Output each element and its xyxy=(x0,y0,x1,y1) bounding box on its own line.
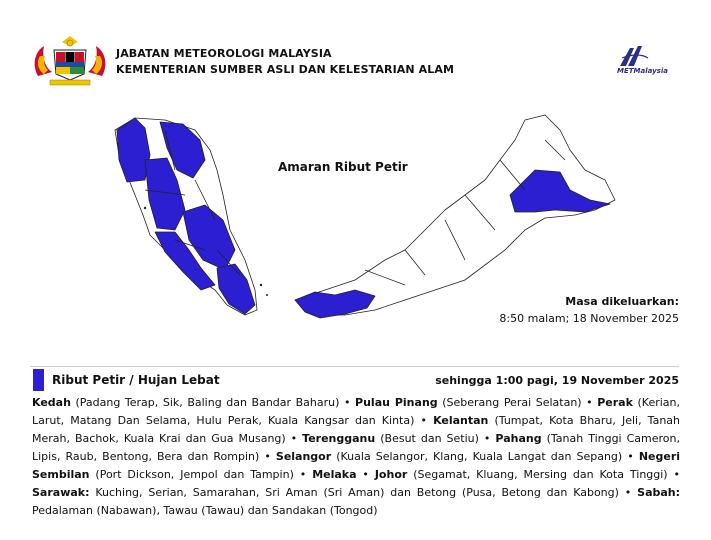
divider xyxy=(30,366,679,367)
area-districts: (Tanah Tinggi Cameron, Lipis, Raub, Bentong, Bera dan Rompin) xyxy=(32,432,680,463)
region-johor xyxy=(217,264,255,314)
agency-name-block xyxy=(116,46,454,78)
area-separator: • xyxy=(285,432,303,445)
area-districts: (Port Dickson, Jempol dan Tampin) xyxy=(95,468,294,481)
area-districts: Kuching, Serian, Samarahan, Sri Aman (Sri Aman) dan Betong (Pusa, Betong dan Kabong) xyxy=(95,486,619,499)
area-districts: Pedalaman (Nabawan), Tawau (Tawau) dan Sandakan (Tongod) xyxy=(32,504,378,517)
area-state: Kedah xyxy=(32,396,71,409)
area-state: Pulau Pinang xyxy=(355,396,438,409)
issued-label: Masa dikeluarkan: xyxy=(565,295,679,308)
malaysia-coat-of-arms-logo xyxy=(30,36,110,86)
map-title: Amaran Ribut Petir xyxy=(278,160,408,174)
affected-areas-list xyxy=(32,394,680,520)
area-separator: • xyxy=(667,468,681,481)
area-separator: • xyxy=(339,396,356,409)
header xyxy=(30,36,690,86)
area-districts: (Besut dan Setiu) xyxy=(380,432,479,445)
area-separator: • xyxy=(356,468,375,481)
area-state: Sabah: xyxy=(637,486,681,499)
borneo-malaysia xyxy=(295,115,615,315)
area-separator: • xyxy=(581,396,598,409)
area-separator: • xyxy=(293,468,313,481)
area-separator: • xyxy=(414,414,434,427)
warning-color-swatch xyxy=(33,369,44,391)
area-state: Sarawak: xyxy=(32,486,90,499)
area-separator: • xyxy=(622,450,639,463)
warning-type: Ribut Petir / Hujan Lebat xyxy=(52,373,220,387)
area-state: Negeri Sembilan xyxy=(32,450,681,481)
agency-title: JABATAN METEOROLOGI MALAYSIA xyxy=(116,47,332,60)
ministry-title: KEMENTERIAN SUMBER ASLI DAN KELESTARIAN ALAM xyxy=(116,63,455,76)
area-state: Johor xyxy=(374,468,408,481)
area-state: Pahang xyxy=(495,432,542,445)
area-state: Kelantan xyxy=(433,414,489,427)
area-state: Selangor xyxy=(275,450,332,463)
area-state: Melaka xyxy=(312,468,357,481)
area-state: Perak xyxy=(597,396,633,409)
area-districts: (Tumpat, Kota Bharu, Jeli, Tanah Merah, Bachok, Kuala Krai dan Gua Musang) xyxy=(32,414,681,445)
area-districts: (Padang Terap, Sik, Baling dan Bandar Baharu) xyxy=(75,396,340,409)
area-districts: (Seberang Perai Selatan) xyxy=(442,396,582,409)
warning-valid-until: sehingga 1:00 pagi, 19 November 2025 xyxy=(435,374,679,387)
area-districts: (Kuala Selangor, Klang, Kuala Langat dan Sepang) xyxy=(336,450,623,463)
area-districts: (Kerian, Larut, Matang Dan Selama, Hulu Perak, Kuala Kangsar dan Kinta) xyxy=(32,396,681,427)
region-kedah xyxy=(117,118,150,182)
area-state: Terengganu xyxy=(302,432,376,445)
area-separator: • xyxy=(618,486,638,499)
met-logo-text: METMalaysia xyxy=(617,67,668,75)
issued-time-block xyxy=(499,293,679,327)
issued-time: 8:50 malam; 18 November 2025 xyxy=(499,312,679,325)
area-districts: (Segamat, Kluang, Mersing dan Kota Tinggi) xyxy=(413,468,668,481)
area-separator: • xyxy=(259,450,276,463)
area-separator: • xyxy=(478,432,496,445)
